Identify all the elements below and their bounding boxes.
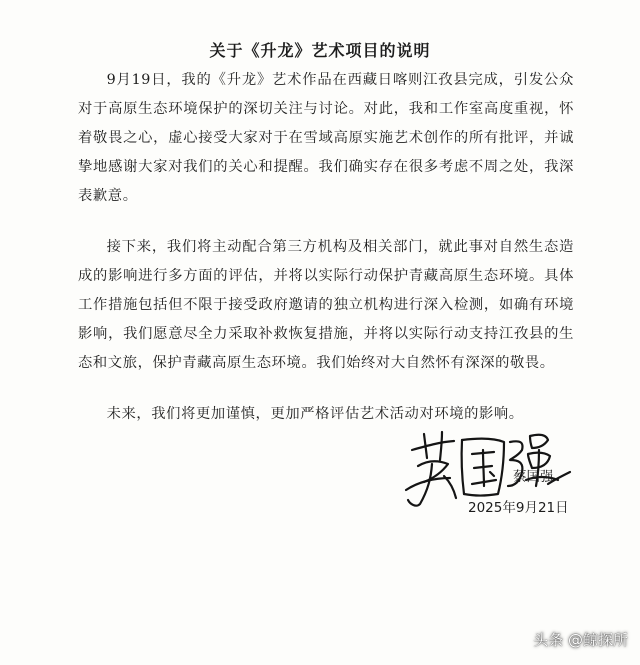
signature-date: 2025年9月21日 xyxy=(468,500,569,516)
watermark: 头条 @鲸探所 xyxy=(533,631,628,649)
document-body xyxy=(78,66,574,451)
paragraph-2: 接下来，我们将主动配合第三方机构及相关部门，就此事对自然生态造成的影响进行多方面的评估，并将以实际行动保护青藏高原生态环境。具体工作措施包括但不限于接受政府邀请的独立机构进行深入检测，如确有环境影响，我们愿意尽全力采取补救恢复措施，并将以实际行动支持江孜县的生态和文旅，保护青藏高原生态环境。我们始终对大自然怀有深深的敬畏。 xyxy=(78,239,574,371)
document-title: 关于《升龙》艺术项目的说明 xyxy=(209,41,431,60)
paragraph-3: 未来，我们将更加谨慎，更加严格评估艺术活动对环境的影响。 xyxy=(106,406,524,422)
signer-name: 蔡国强 xyxy=(513,469,554,485)
paragraph-1: 9月19日，我的《升龙》艺术作品在西藏日喀则江孜县完成，引发公众对于高原生态环境保护的深切关注与讨论。对此，我和工作室高度重视，怀着敬畏之心，虚心接受大家对于在雪域高原实施艺术创作的所有批评，并诚挚地感谢大家对我们的关心和提醒。我们确实存在很多考虑不周之处，我深表歉意。 xyxy=(78,72,574,204)
